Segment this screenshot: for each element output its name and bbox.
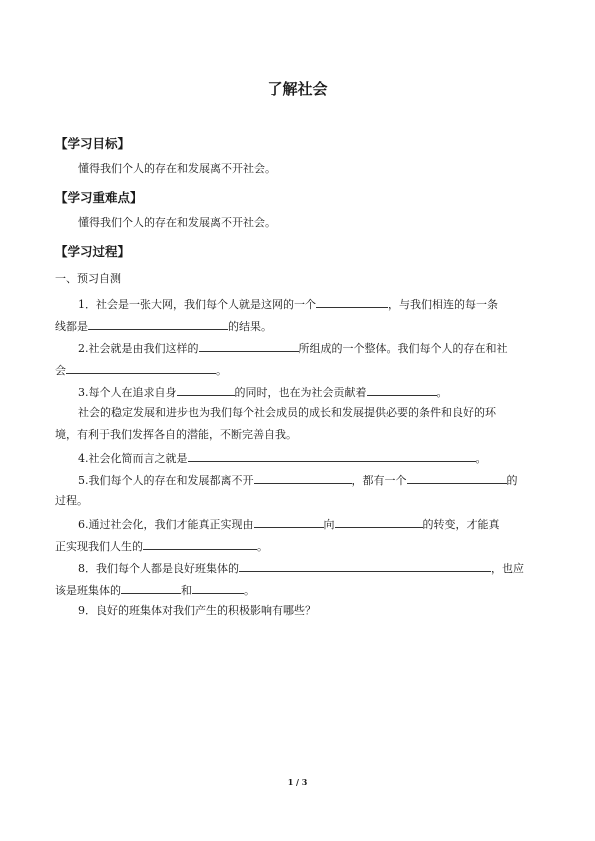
- question-8-text-e: 。: [244, 584, 255, 597]
- question-6-text-a: 6.通过社会化，我们才能真正实现由: [78, 518, 254, 531]
- question-5-text-a: 5.我们每个人的存在和发展都离不开: [78, 474, 254, 487]
- question-3-text-b: 的同时，也在为社会贡献着: [234, 386, 367, 399]
- question-6-line-1: [78, 516, 500, 532]
- question-9-line: 9．良好的班集体对我们产生的积极影响有哪些？: [78, 604, 316, 617]
- question-8-line-2: [55, 582, 255, 598]
- fill-blank[interactable]: [143, 538, 257, 550]
- fill-blank[interactable]: [239, 560, 491, 572]
- fill-blank[interactable]: [192, 582, 244, 594]
- key-text: 懂得我们个人的存在和发展离不开社会。: [78, 216, 276, 229]
- fill-blank[interactable]: [66, 362, 216, 374]
- question-2-line-2: [55, 362, 227, 378]
- question-3-text-c: 。: [436, 386, 448, 399]
- question-1-line-2: [55, 318, 272, 334]
- question-1-text-d: 的结果。: [228, 320, 272, 333]
- section-heading-goal: 【学习目标】: [55, 136, 131, 151]
- question-6-text-d: 正实现我们人生的: [55, 540, 143, 553]
- question-2-text-c: 会: [55, 364, 66, 377]
- question-6-line-2: [55, 538, 268, 554]
- fill-blank[interactable]: [407, 472, 507, 484]
- question-5-line-2: 过程。: [55, 494, 88, 507]
- fill-blank[interactable]: [335, 516, 423, 528]
- fill-blank[interactable]: [316, 296, 388, 308]
- question-4-text-b: 。: [475, 452, 487, 465]
- fill-blank[interactable]: [121, 582, 181, 594]
- question-1-line-1: [78, 296, 498, 312]
- fill-blank[interactable]: [199, 340, 299, 352]
- section-heading-key: 【学习重难点】: [55, 190, 143, 205]
- question-2-text-d: 。: [216, 364, 227, 377]
- question-1-text-a: 1．社会是一张大网，我们每个人就是这网的一个: [78, 298, 316, 311]
- question-8-text-b: ，也应: [491, 562, 524, 575]
- fill-blank[interactable]: [254, 472, 352, 484]
- goal-text: 懂得我们个人的存在和发展离不开社会。: [78, 162, 276, 175]
- question-8-line-1: [78, 560, 524, 576]
- part-one-heading: 一、预习自测: [55, 272, 121, 285]
- question-2-line-1: [78, 340, 508, 356]
- section-heading-process: 【学习过程】: [55, 244, 131, 259]
- question-2-text-a: 2.社会就是由我们这样的: [78, 342, 199, 355]
- question-6-text-c: 的转变，才能真: [422, 518, 500, 531]
- fill-blank[interactable]: [367, 384, 437, 396]
- question-4-text-a: 4.社会化简而言之就是: [78, 452, 188, 465]
- question-3-line: [78, 384, 448, 400]
- question-5-text-b: ，都有一个: [351, 474, 407, 487]
- page-title: 了解社会: [267, 80, 328, 98]
- question-3-text-a: 3.每个人在追求自身: [78, 386, 177, 399]
- page-number: 1 / 3: [287, 777, 308, 787]
- question-5-text-c: 的: [506, 474, 518, 487]
- question-2-text-b: 所组成的一个整体。我们每个人的存在和社: [298, 342, 508, 355]
- paragraph-line-2: 境，有利于我们发挥各自的潜能，不断完善自我。: [55, 428, 297, 441]
- question-1-text-c: 线都是: [55, 320, 88, 333]
- fill-blank[interactable]: [177, 384, 235, 396]
- fill-blank[interactable]: [88, 318, 228, 330]
- question-5-line-1: [78, 472, 518, 488]
- fill-blank[interactable]: [188, 450, 476, 462]
- question-4-line: [78, 450, 487, 466]
- paragraph-line-1: 社会的稳定发展和进步也为我们每个社会成员的成长和发展提供必要的条件和良好的环: [78, 406, 496, 419]
- fill-blank[interactable]: [254, 516, 324, 528]
- question-6-text-e: 。: [257, 540, 268, 553]
- question-8-text-c: 该是班集体的: [55, 584, 121, 597]
- question-8-text-a: 8．我们每个人都是良好班集体的: [78, 562, 239, 575]
- question-6-text-b: 向: [323, 518, 335, 531]
- question-1-text-b: ，与我们相连的每一条: [388, 298, 498, 311]
- question-8-text-d: 和: [181, 584, 192, 597]
